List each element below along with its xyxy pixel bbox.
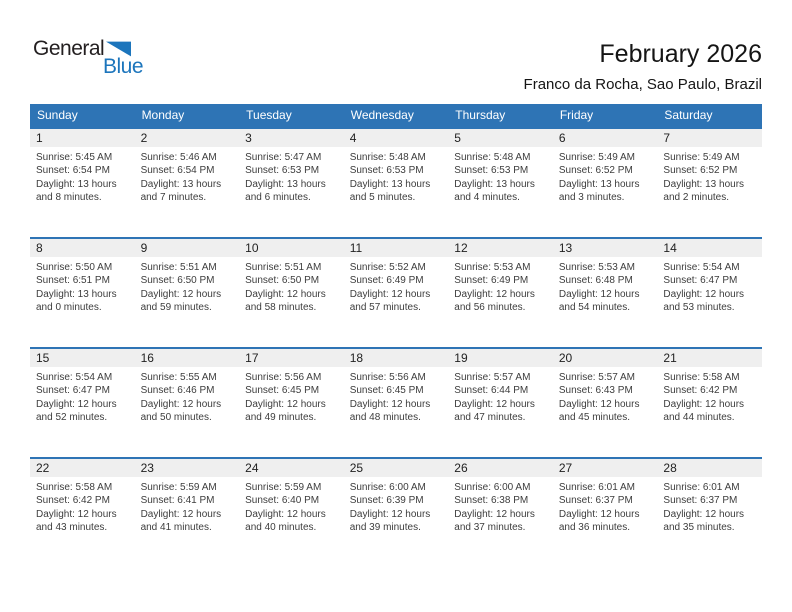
daylight-text: Daylight: 12 hours and 44 minutes.	[663, 398, 745, 424]
day-number: 10	[239, 239, 344, 257]
day-cell	[553, 129, 658, 237]
day-cell	[553, 459, 658, 567]
day-number: 22	[30, 459, 135, 477]
page-location: Franco da Rocha, Sao Paulo, Brazil	[523, 76, 762, 93]
day-number: 2	[135, 129, 240, 147]
sunset-text: Sunset: 6:39 PM	[349, 495, 424, 507]
week-row-4	[30, 457, 762, 567]
sunrise-text: Sunrise: 5:51 AM	[140, 262, 217, 273]
day-cell	[553, 349, 658, 457]
day-details	[553, 257, 658, 315]
day-details	[344, 257, 449, 315]
day-number: 5	[448, 129, 553, 147]
sunrise-text: Sunrise: 5:48 AM	[349, 152, 426, 163]
sunrise-text: Sunrise: 5:59 AM	[140, 482, 217, 493]
header-titles	[524, 40, 762, 93]
day-cell	[657, 349, 762, 457]
week-row-1	[30, 127, 762, 237]
sunset-text: Sunset: 6:50 PM	[140, 275, 215, 287]
week-row-3	[30, 347, 762, 457]
day-number: 23	[135, 459, 240, 477]
sunset-text: Sunset: 6:51 PM	[36, 275, 110, 287]
day-number: 18	[344, 349, 449, 367]
daylight-text: Daylight: 12 hours and 47 minutes.	[454, 398, 535, 424]
day-number: 3	[239, 129, 344, 147]
day-details	[344, 367, 449, 425]
day-number: 15	[30, 349, 135, 367]
day-cell	[344, 129, 449, 237]
sunset-text: Sunset: 6:45 PM	[349, 385, 424, 397]
sunrise-text: Sunrise: 5:47 AM	[245, 152, 322, 163]
day-details	[239, 147, 344, 205]
day-number: 12	[448, 239, 553, 257]
day-cell	[239, 349, 344, 457]
sunrise-text: Sunrise: 5:55 AM	[140, 372, 217, 383]
day-number: 16	[135, 349, 240, 367]
sunrise-text: Sunrise: 5:57 AM	[454, 372, 531, 383]
sunrise-text: Sunrise: 5:53 AM	[558, 262, 635, 273]
sunrise-text: Sunrise: 5:54 AM	[36, 372, 113, 383]
day-details	[30, 147, 135, 205]
daylight-text: Daylight: 12 hours and 59 minutes.	[140, 288, 222, 314]
day-cell	[448, 129, 553, 237]
day-details	[239, 257, 344, 315]
day-details	[657, 257, 762, 315]
daylight-text: Daylight: 12 hours and 50 minutes.	[140, 398, 222, 424]
day-details	[135, 257, 240, 315]
daylight-text: Daylight: 13 hours and 5 minutes.	[349, 178, 431, 204]
weekday-header-row	[30, 104, 762, 127]
sunset-text: Sunset: 6:40 PM	[245, 495, 320, 507]
logo-text-general: General	[33, 37, 105, 60]
day-cell	[239, 459, 344, 567]
daylight-text: Daylight: 12 hours and 52 minutes.	[36, 398, 117, 424]
day-number: 27	[553, 459, 658, 477]
sunset-text: Sunset: 6:37 PM	[558, 495, 633, 507]
daylight-text: Daylight: 12 hours and 40 minutes.	[245, 508, 326, 534]
day-number: 24	[239, 459, 344, 477]
sunrise-text: Sunrise: 5:51 AM	[245, 262, 322, 273]
sunrise-text: Sunrise: 6:01 AM	[558, 482, 635, 493]
day-number: 17	[239, 349, 344, 367]
sunrise-text: Sunrise: 5:57 AM	[558, 372, 635, 383]
sunset-text: Sunset: 6:37 PM	[663, 495, 738, 507]
day-cell	[135, 239, 240, 347]
day-number: 20	[553, 349, 658, 367]
day-number: 19	[448, 349, 553, 367]
day-cell	[448, 349, 553, 457]
sunset-text: Sunset: 6:53 PM	[349, 165, 424, 177]
day-cell	[135, 129, 240, 237]
sunrise-text: Sunrise: 5:59 AM	[245, 482, 322, 493]
day-number: 8	[30, 239, 135, 257]
day-number: 6	[553, 129, 658, 147]
daylight-text: Daylight: 13 hours and 2 minutes.	[663, 178, 745, 204]
day-details	[344, 477, 449, 535]
page-title: February 2026	[599, 40, 762, 68]
day-number: 13	[553, 239, 658, 257]
day-details	[448, 367, 553, 425]
day-number: 14	[657, 239, 762, 257]
day-cell	[448, 239, 553, 347]
daylight-text: Daylight: 12 hours and 54 minutes.	[558, 288, 640, 314]
day-details	[553, 477, 658, 535]
day-details	[448, 477, 553, 535]
sunset-text: Sunset: 6:42 PM	[36, 495, 110, 507]
day-details	[30, 257, 135, 315]
day-cell	[135, 349, 240, 457]
day-cell	[30, 349, 135, 457]
weekday-header-thursday: Thursday	[455, 108, 506, 122]
sunset-text: Sunset: 6:54 PM	[36, 165, 110, 177]
week-row-2	[30, 237, 762, 347]
day-cell	[657, 459, 762, 567]
weekday-header-tuesday: Tuesday	[246, 108, 292, 122]
sunrise-text: Sunrise: 5:45 AM	[36, 152, 113, 163]
day-details	[135, 477, 240, 535]
sunset-text: Sunset: 6:47 PM	[663, 275, 738, 287]
sunset-text: Sunset: 6:53 PM	[245, 165, 320, 177]
sunset-text: Sunset: 6:49 PM	[349, 275, 424, 287]
day-number: 1	[30, 129, 135, 147]
day-cell	[657, 129, 762, 237]
day-cell	[344, 349, 449, 457]
day-details	[239, 477, 344, 535]
daylight-text: Daylight: 12 hours and 36 minutes.	[558, 508, 640, 534]
sunrise-text: Sunrise: 5:48 AM	[454, 152, 531, 163]
calendar	[30, 104, 762, 567]
day-details	[553, 147, 658, 205]
daylight-text: Daylight: 12 hours and 37 minutes.	[454, 508, 535, 534]
daylight-text: Daylight: 13 hours and 6 minutes.	[245, 178, 326, 204]
weekday-header-friday: Friday	[559, 108, 594, 122]
weekday-header-wednesday: Wednesday	[350, 108, 414, 122]
sunrise-text: Sunrise: 5:49 AM	[558, 152, 635, 163]
daylight-text: Daylight: 12 hours and 48 minutes.	[349, 398, 431, 424]
daylight-text: Daylight: 12 hours and 39 minutes.	[349, 508, 431, 534]
sunrise-text: Sunrise: 6:01 AM	[663, 482, 740, 493]
day-number: 9	[135, 239, 240, 257]
day-details	[448, 257, 553, 315]
day-details	[344, 147, 449, 205]
daylight-text: Daylight: 13 hours and 0 minutes.	[36, 288, 117, 314]
sunrise-text: Sunrise: 5:53 AM	[454, 262, 531, 273]
day-cell	[344, 239, 449, 347]
day-cell	[30, 129, 135, 237]
daylight-text: Daylight: 13 hours and 4 minutes.	[454, 178, 535, 204]
sunset-text: Sunset: 6:50 PM	[245, 275, 320, 287]
day-number: 26	[448, 459, 553, 477]
day-details	[135, 367, 240, 425]
sunset-text: Sunset: 6:46 PM	[140, 385, 215, 397]
sunset-text: Sunset: 6:38 PM	[454, 495, 529, 507]
weekday-header-monday: Monday	[141, 108, 185, 122]
day-number: 4	[344, 129, 449, 147]
day-details	[657, 367, 762, 425]
general-blue-logo	[33, 39, 143, 76]
day-cell	[239, 129, 344, 237]
daylight-text: Daylight: 13 hours and 3 minutes.	[558, 178, 640, 204]
daylight-text: Daylight: 12 hours and 45 minutes.	[558, 398, 640, 424]
day-number: 21	[657, 349, 762, 367]
day-cell	[30, 459, 135, 567]
sunrise-text: Sunrise: 5:58 AM	[36, 482, 113, 493]
sunset-text: Sunset: 6:45 PM	[245, 385, 320, 397]
daylight-text: Daylight: 12 hours and 35 minutes.	[663, 508, 745, 534]
daylight-text: Daylight: 12 hours and 53 minutes.	[663, 288, 745, 314]
day-number: 28	[657, 459, 762, 477]
sunrise-text: Sunrise: 5:50 AM	[36, 262, 113, 273]
sunset-text: Sunset: 6:52 PM	[558, 165, 633, 177]
sunset-text: Sunset: 6:49 PM	[454, 275, 529, 287]
sunrise-text: Sunrise: 5:46 AM	[140, 152, 217, 163]
daylight-text: Daylight: 12 hours and 43 minutes.	[36, 508, 117, 534]
sunset-text: Sunset: 6:43 PM	[558, 385, 633, 397]
day-cell	[30, 239, 135, 347]
sunset-text: Sunset: 6:53 PM	[454, 165, 529, 177]
logo-text-blue: Blue	[102, 55, 143, 78]
day-cell	[135, 459, 240, 567]
sunrise-text: Sunrise: 5:54 AM	[663, 262, 740, 273]
sunrise-text: Sunrise: 5:56 AM	[349, 372, 426, 383]
day-details	[239, 367, 344, 425]
day-number: 7	[657, 129, 762, 147]
sunrise-text: Sunrise: 5:52 AM	[349, 262, 426, 273]
sunset-text: Sunset: 6:48 PM	[558, 275, 633, 287]
daylight-text: Daylight: 12 hours and 49 minutes.	[245, 398, 326, 424]
daylight-text: Daylight: 12 hours and 56 minutes.	[454, 288, 535, 314]
day-cell	[344, 459, 449, 567]
day-number: 25	[344, 459, 449, 477]
sunset-text: Sunset: 6:47 PM	[36, 385, 110, 397]
daylight-text: Daylight: 13 hours and 7 minutes.	[140, 178, 222, 204]
sunset-text: Sunset: 6:42 PM	[663, 385, 738, 397]
sunset-text: Sunset: 6:44 PM	[454, 385, 529, 397]
day-details	[657, 147, 762, 205]
sunrise-text: Sunrise: 5:58 AM	[663, 372, 740, 383]
day-details	[657, 477, 762, 535]
daylight-text: Daylight: 12 hours and 57 minutes.	[349, 288, 431, 314]
weekday-header-saturday: Saturday	[664, 108, 713, 122]
day-details	[553, 367, 658, 425]
day-number: 11	[344, 239, 449, 257]
sunset-text: Sunset: 6:41 PM	[140, 495, 215, 507]
sunset-text: Sunset: 6:54 PM	[140, 165, 215, 177]
day-details	[448, 147, 553, 205]
sunset-text: Sunset: 6:52 PM	[663, 165, 738, 177]
daylight-text: Daylight: 12 hours and 58 minutes.	[245, 288, 326, 314]
day-details	[135, 147, 240, 205]
daylight-text: Daylight: 12 hours and 41 minutes.	[140, 508, 222, 534]
day-cell	[239, 239, 344, 347]
daylight-text: Daylight: 13 hours and 8 minutes.	[36, 178, 117, 204]
day-cell	[448, 459, 553, 567]
day-cell	[657, 239, 762, 347]
day-details	[30, 367, 135, 425]
day-cell	[553, 239, 658, 347]
sunrise-text: Sunrise: 5:49 AM	[663, 152, 740, 163]
sunrise-text: Sunrise: 6:00 AM	[454, 482, 531, 493]
sunrise-text: Sunrise: 6:00 AM	[349, 482, 426, 493]
day-details	[30, 477, 135, 535]
weekday-header-sunday: Sunday	[37, 108, 78, 122]
sunrise-text: Sunrise: 5:56 AM	[245, 372, 322, 383]
